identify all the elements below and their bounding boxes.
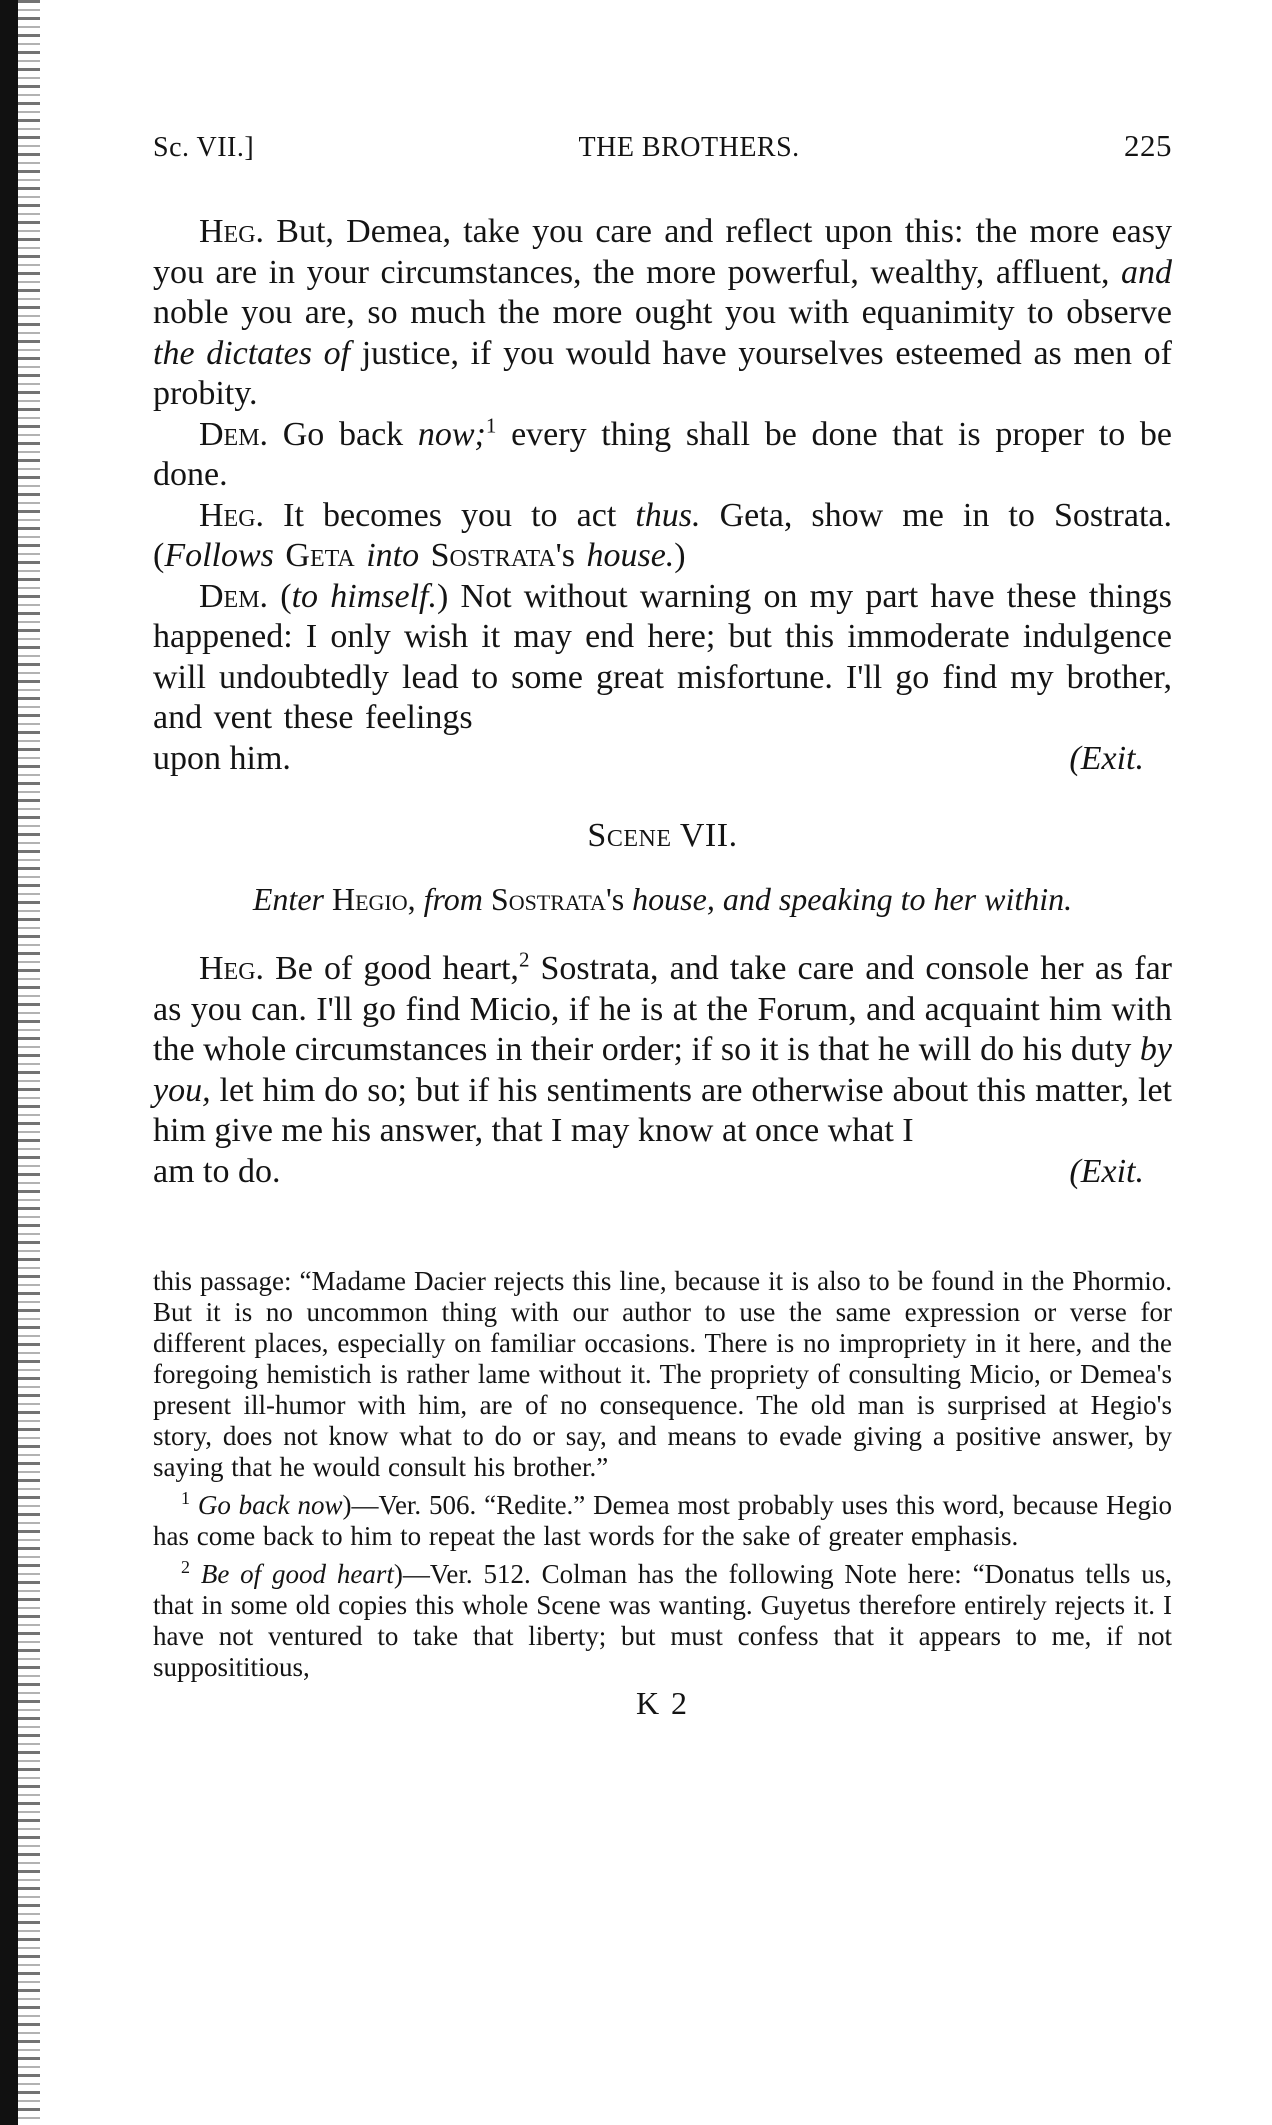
italic-run: Go back now bbox=[197, 1490, 343, 1520]
italic-run: the dictates of bbox=[153, 334, 351, 372]
text-run: It becomes you to act bbox=[264, 496, 636, 534]
speaker-label: Heg. bbox=[199, 213, 265, 250]
scene-word: Scene bbox=[587, 817, 672, 854]
character-name: Geta bbox=[285, 537, 355, 574]
italic-run: house. bbox=[586, 537, 675, 574]
character-name: Sostrata bbox=[430, 537, 556, 574]
italic-run: Enter bbox=[252, 881, 324, 917]
header-title: THE BROTHERS. bbox=[578, 132, 800, 163]
text-run: ) bbox=[674, 537, 686, 574]
character-name: Sostrata bbox=[490, 881, 606, 917]
italic-run: and bbox=[1121, 253, 1172, 291]
text-run: justice, if you would have yourselves esteemed as men of probity. bbox=[153, 334, 1172, 412]
footnote-2 bbox=[153, 1552, 1172, 1683]
signature-mark: K 2 bbox=[635, 1685, 690, 1721]
speaker-label: Dem. bbox=[199, 415, 269, 453]
footnote-ref-2[interactable]: 2 bbox=[518, 947, 530, 972]
stage-direction bbox=[193, 879, 1132, 919]
text-run: Go back bbox=[268, 415, 418, 453]
paragraph-hegio-3 bbox=[153, 949, 1172, 1152]
italic-run: into bbox=[366, 537, 420, 574]
speaker-label: Heg. bbox=[199, 950, 265, 987]
scene-heading bbox=[153, 817, 1172, 855]
header-scene-ref: Sc. VII.] bbox=[153, 132, 255, 163]
italic-run: Be of good heart bbox=[200, 1559, 394, 1589]
stage-direction-exit: (Exit. bbox=[1069, 739, 1144, 777]
speaker-label: Dem. bbox=[199, 577, 269, 615]
text-run: let him do so; but if his sentiments are otherwise about this matter, let him give me his answer, that I may know at once what I bbox=[153, 1071, 1172, 1149]
paragraph-demea-2 bbox=[153, 577, 1172, 739]
text-run: Sostrata, and take care and console her as far as you can. I'll go find Micio, if he is at the Forum, and acquaint him with the whole circumstances in their order; if so it is that he will do his duty bbox=[153, 950, 1172, 1068]
italic-run: from bbox=[423, 881, 483, 917]
italic-run: thus. bbox=[635, 496, 701, 534]
footnotes bbox=[153, 1266, 1172, 1683]
scene-number: VII. bbox=[679, 817, 738, 854]
text-run: Be of good heart, bbox=[264, 950, 519, 987]
paragraph-hegio-1 bbox=[153, 212, 1172, 415]
italic-run: to himself. bbox=[291, 577, 437, 615]
page-number: 225 bbox=[1124, 128, 1172, 163]
speaker-label: Heg. bbox=[199, 496, 265, 534]
stage-direction-exit: (Exit. bbox=[1069, 1152, 1144, 1190]
text-run: 's bbox=[555, 537, 575, 574]
text-run: 's bbox=[605, 881, 625, 917]
text-run: noble you are, so much the more ought you with equanimity to observe bbox=[153, 294, 1172, 331]
book-binding-edge bbox=[0, 0, 18, 2125]
running-header bbox=[153, 128, 1172, 174]
italic-run: now; bbox=[417, 415, 486, 453]
book-page bbox=[153, 128, 1172, 1722]
scene-six-text bbox=[153, 212, 1172, 779]
text-run: am to do. bbox=[153, 1152, 281, 1190]
binding-shadow bbox=[18, 0, 40, 2125]
text-run: )—Ver. 512. Colman has the following Note here: “Donatus tells us, that in some old copies this whole Scene was wanting. Guyetus therefore entirely rejects it. I have not ventured to take that liberty; but must confess that it appears to me, if not supposititious, bbox=[153, 1559, 1173, 1682]
paragraph-demea-1 bbox=[153, 415, 1172, 496]
footnote-continued: this passage: “Madame Dacier rejects this line, because it is also to be found in the Phormio. But it is no uncommon thing with our author to use the same expression or verse for different places, especially on familiar occasions. There is no impropriety in it here, and the foregoing hemistich is rather lame without it. The propriety of consulting Micio, or Demea's present ill-humor with him, are of no consequence. The old man is surprised at Hegio's story, does not know what to do or say, and means to evade giving a positive answer, by saying that he would consult his brother.” bbox=[153, 1266, 1172, 1482]
italic-run: Follows bbox=[164, 537, 274, 574]
text-run: upon him. bbox=[153, 739, 291, 777]
footnote-1 bbox=[153, 1483, 1172, 1552]
paragraph-hegio-2 bbox=[153, 496, 1172, 577]
character-name: Hegio bbox=[331, 881, 408, 917]
text-run: ) Not without warning on my part have these things happened: I only wish it may end here; but this immoderate indulgence will undoubtedly lead to some great misfortune. I'll go find my brother, and vent these feelings bbox=[153, 577, 1172, 736]
exit-line bbox=[153, 1152, 1172, 1193]
footnote-number: 2 bbox=[181, 1557, 190, 1577]
text-run: Geta, show me in to Sostrata. ( bbox=[153, 496, 1172, 574]
text-run: , bbox=[407, 881, 416, 917]
text-run: ( bbox=[268, 577, 292, 615]
italic-run: by you, bbox=[153, 1031, 1172, 1109]
text-run: But, Demea, take you care and reflect upon this: the more easy you are in your circumstances, the more powerful, wealthy, affluent, bbox=[153, 213, 1172, 291]
exit-line bbox=[153, 739, 1172, 780]
text-run: )—Ver. 506. “Redite.” Demea most probably uses this word, because Hegio has come back to him to repeat the last words for the sake of greater emphasis. bbox=[153, 1490, 1172, 1551]
footnote-ref-1[interactable]: 1 bbox=[485, 413, 497, 438]
scene-seven-text bbox=[153, 949, 1172, 1192]
text-run: every thing shall be done that is proper to be done. bbox=[153, 415, 1172, 493]
italic-run: house, and speaking to her within. bbox=[632, 881, 1073, 917]
footnote-number: 1 bbox=[181, 1488, 190, 1508]
